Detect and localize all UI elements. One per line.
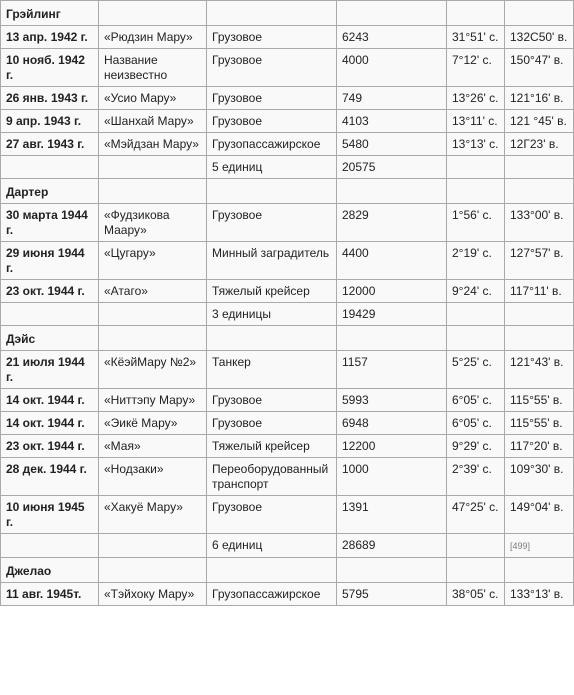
ship-type-cell: Грузовое [207, 87, 337, 110]
date-cell: 23 окт. 1944 г. [1, 435, 99, 458]
longitude-cell: 133°00' в. [505, 204, 574, 242]
tonnage-cell: 12200 [337, 435, 447, 458]
ship-name-cell: «Ниттэпу Мару» [99, 389, 207, 412]
table-row [1, 110, 574, 133]
tonnage-cell: 1000 [337, 458, 447, 496]
tonnage-cell: 2829 [337, 204, 447, 242]
ship-name-cell: «Нодзаки» [99, 458, 207, 496]
empty-cell [337, 1, 447, 26]
latitude-cell: 13°11' с. [447, 110, 505, 133]
empty-cell [99, 303, 207, 326]
reference-cell [505, 156, 574, 179]
ship-type-cell: Грузовое [207, 389, 337, 412]
ship-name-cell: Название неизвестно [99, 49, 207, 87]
longitude-cell: 121°43' в. [505, 351, 574, 389]
ship-name-cell: «Мэйдзан Мару» [99, 133, 207, 156]
total-row [1, 534, 574, 558]
table-row [1, 458, 574, 496]
empty-cell [99, 534, 207, 558]
ship-name-cell: «Шанхай Мару» [99, 110, 207, 133]
table-row [1, 49, 574, 87]
date-cell: 26 янв. 1943 г. [1, 87, 99, 110]
date-cell: 29 июня 1944 г. [1, 242, 99, 280]
empty-cell [447, 558, 505, 583]
empty-cell [1, 156, 99, 179]
empty-cell [447, 326, 505, 351]
tonnage-cell: 6948 [337, 412, 447, 435]
reference-cell [505, 534, 574, 558]
tonnage-cell: 4400 [337, 242, 447, 280]
ship-name-cell: «Тэйхоку Мару» [99, 583, 207, 606]
total-tonnage-cell: 28689 [337, 534, 447, 558]
latitude-cell: 13°13' с. [447, 133, 505, 156]
latitude-cell: 2°39' с. [447, 458, 505, 496]
empty-cell [337, 558, 447, 583]
table-row [1, 242, 574, 280]
total-row [1, 303, 574, 326]
ship-name-cell: «Цугару» [99, 242, 207, 280]
date-cell: 27 авг. 1943 г. [1, 133, 99, 156]
longitude-cell: 109°30' в. [505, 458, 574, 496]
table-row [1, 280, 574, 303]
latitude-cell: 9°24' с. [447, 280, 505, 303]
longitude-cell: 117°11' в. [505, 280, 574, 303]
submarine-name: Дартер [1, 179, 99, 204]
empty-cell [99, 326, 207, 351]
ship-type-cell: Минный заградитель [207, 242, 337, 280]
empty-cell [99, 179, 207, 204]
table-row [1, 389, 574, 412]
tonnage-cell: 5795 [337, 583, 447, 606]
latitude-cell: 47°25' с. [447, 496, 505, 534]
table-row [1, 435, 574, 458]
empty-cell [207, 558, 337, 583]
empty-cell [207, 1, 337, 26]
ship-type-cell: Грузовое [207, 204, 337, 242]
date-cell: 14 окт. 1944 г. [1, 412, 99, 435]
longitude-cell: 12Г23' в. [505, 133, 574, 156]
longitude-cell: 121°16' в. [505, 87, 574, 110]
tonnage-cell: 4103 [337, 110, 447, 133]
empty-cell [99, 1, 207, 26]
empty-cell [1, 303, 99, 326]
section-header-row [1, 179, 574, 204]
section-header-row [1, 1, 574, 26]
date-cell: 14 окт. 1944 г. [1, 389, 99, 412]
reference-cell [505, 303, 574, 326]
table-row [1, 204, 574, 242]
submarine-name: Грэйлинг [1, 1, 99, 26]
longitude-cell: 133°13' в. [505, 583, 574, 606]
date-cell: 13 апр. 1942 г. [1, 26, 99, 49]
empty-cell [505, 326, 574, 351]
longitude-cell: 115°55' в. [505, 412, 574, 435]
empty-cell [1, 534, 99, 558]
empty-cell [447, 156, 505, 179]
date-cell: 28 дек. 1944 г. [1, 458, 99, 496]
ship-name-cell: «Усио Мару» [99, 87, 207, 110]
ship-type-cell: Грузовое [207, 412, 337, 435]
empty-cell [505, 558, 574, 583]
empty-cell [447, 303, 505, 326]
total-units-cell: 3 единицы [207, 303, 337, 326]
date-cell: 10 июня 1945 г. [1, 496, 99, 534]
latitude-cell: 9°29' с. [447, 435, 505, 458]
latitude-cell: 31°51' с. [447, 26, 505, 49]
ship-type-cell: Тяжелый крейсер [207, 435, 337, 458]
date-cell: 9 апр. 1943 г. [1, 110, 99, 133]
section-header-row [1, 558, 574, 583]
latitude-cell: 6°05' с. [447, 412, 505, 435]
reference-link[interactable]: [499] [510, 541, 531, 551]
table-row [1, 351, 574, 389]
tonnage-cell: 1391 [337, 496, 447, 534]
ship-name-cell: «Атаго» [99, 280, 207, 303]
ship-type-cell: Переоборудованный транспорт [207, 458, 337, 496]
total-row [1, 156, 574, 179]
ship-name-cell: «Рюдзин Мару» [99, 26, 207, 49]
tonnage-cell: 5993 [337, 389, 447, 412]
empty-cell [447, 1, 505, 26]
longitude-cell: 150°47' в. [505, 49, 574, 87]
ship-type-cell: Грузопассажирское [207, 583, 337, 606]
ship-name-cell: «Фудзикова Маару» [99, 204, 207, 242]
ship-type-cell: Грузопассажирское [207, 133, 337, 156]
longitude-cell: 117°20' в. [505, 435, 574, 458]
ship-name-cell: «КёэйМару №2» [99, 351, 207, 389]
submarine-name: Джелао [1, 558, 99, 583]
total-units-cell: 6 единиц [207, 534, 337, 558]
empty-cell [337, 326, 447, 351]
table-row [1, 496, 574, 534]
tonnage-cell: 6243 [337, 26, 447, 49]
tonnage-cell: 1157 [337, 351, 447, 389]
latitude-cell: 6°05' с. [447, 389, 505, 412]
empty-cell [447, 179, 505, 204]
longitude-cell: 127°57' в. [505, 242, 574, 280]
empty-cell [337, 179, 447, 204]
longitude-cell: 115°55' в. [505, 389, 574, 412]
table-row [1, 133, 574, 156]
ship-type-cell: Танкер [207, 351, 337, 389]
table-body [1, 1, 574, 606]
date-cell: 10 нояб. 1942 г. [1, 49, 99, 87]
ship-type-cell: Грузовое [207, 496, 337, 534]
ship-type-cell: Тяжелый крейсер [207, 280, 337, 303]
ship-type-cell: Грузовое [207, 110, 337, 133]
submarine-name: Дэйс [1, 326, 99, 351]
ship-type-cell: Грузовое [207, 49, 337, 87]
latitude-cell: 13°26' с. [447, 87, 505, 110]
empty-cell [207, 326, 337, 351]
total-units-cell: 5 единиц [207, 156, 337, 179]
longitude-cell: 132С50' в. [505, 26, 574, 49]
empty-cell [99, 156, 207, 179]
ship-name-cell: «Эикё Мару» [99, 412, 207, 435]
longitude-cell: 149°04' в. [505, 496, 574, 534]
empty-cell [505, 1, 574, 26]
empty-cell [99, 558, 207, 583]
latitude-cell: 1°56' с. [447, 204, 505, 242]
ship-name-cell: «Мая» [99, 435, 207, 458]
ship-name-cell: «Хакуё Мару» [99, 496, 207, 534]
table-row [1, 26, 574, 49]
date-cell: 23 окт. 1944 г. [1, 280, 99, 303]
date-cell: 11 авг. 1945т. [1, 583, 99, 606]
latitude-cell: 5°25' с. [447, 351, 505, 389]
tonnage-cell: 5480 [337, 133, 447, 156]
section-header-row [1, 326, 574, 351]
latitude-cell: 7°12' с. [447, 49, 505, 87]
latitude-cell: 2°19' с. [447, 242, 505, 280]
table-row [1, 87, 574, 110]
tonnage-cell: 749 [337, 87, 447, 110]
table-row [1, 583, 574, 606]
empty-cell [207, 179, 337, 204]
date-cell: 30 марта 1944 г. [1, 204, 99, 242]
longitude-cell: 121 °45' в. [505, 110, 574, 133]
tonnage-cell: 4000 [337, 49, 447, 87]
total-tonnage-cell: 20575 [337, 156, 447, 179]
date-cell: 21 июля 1944 г. [1, 351, 99, 389]
empty-cell [505, 179, 574, 204]
empty-cell [447, 534, 505, 558]
table-row [1, 412, 574, 435]
ship-type-cell: Грузовое [207, 26, 337, 49]
tonnage-cell: 12000 [337, 280, 447, 303]
total-tonnage-cell: 19429 [337, 303, 447, 326]
latitude-cell: 38°05' с. [447, 583, 505, 606]
